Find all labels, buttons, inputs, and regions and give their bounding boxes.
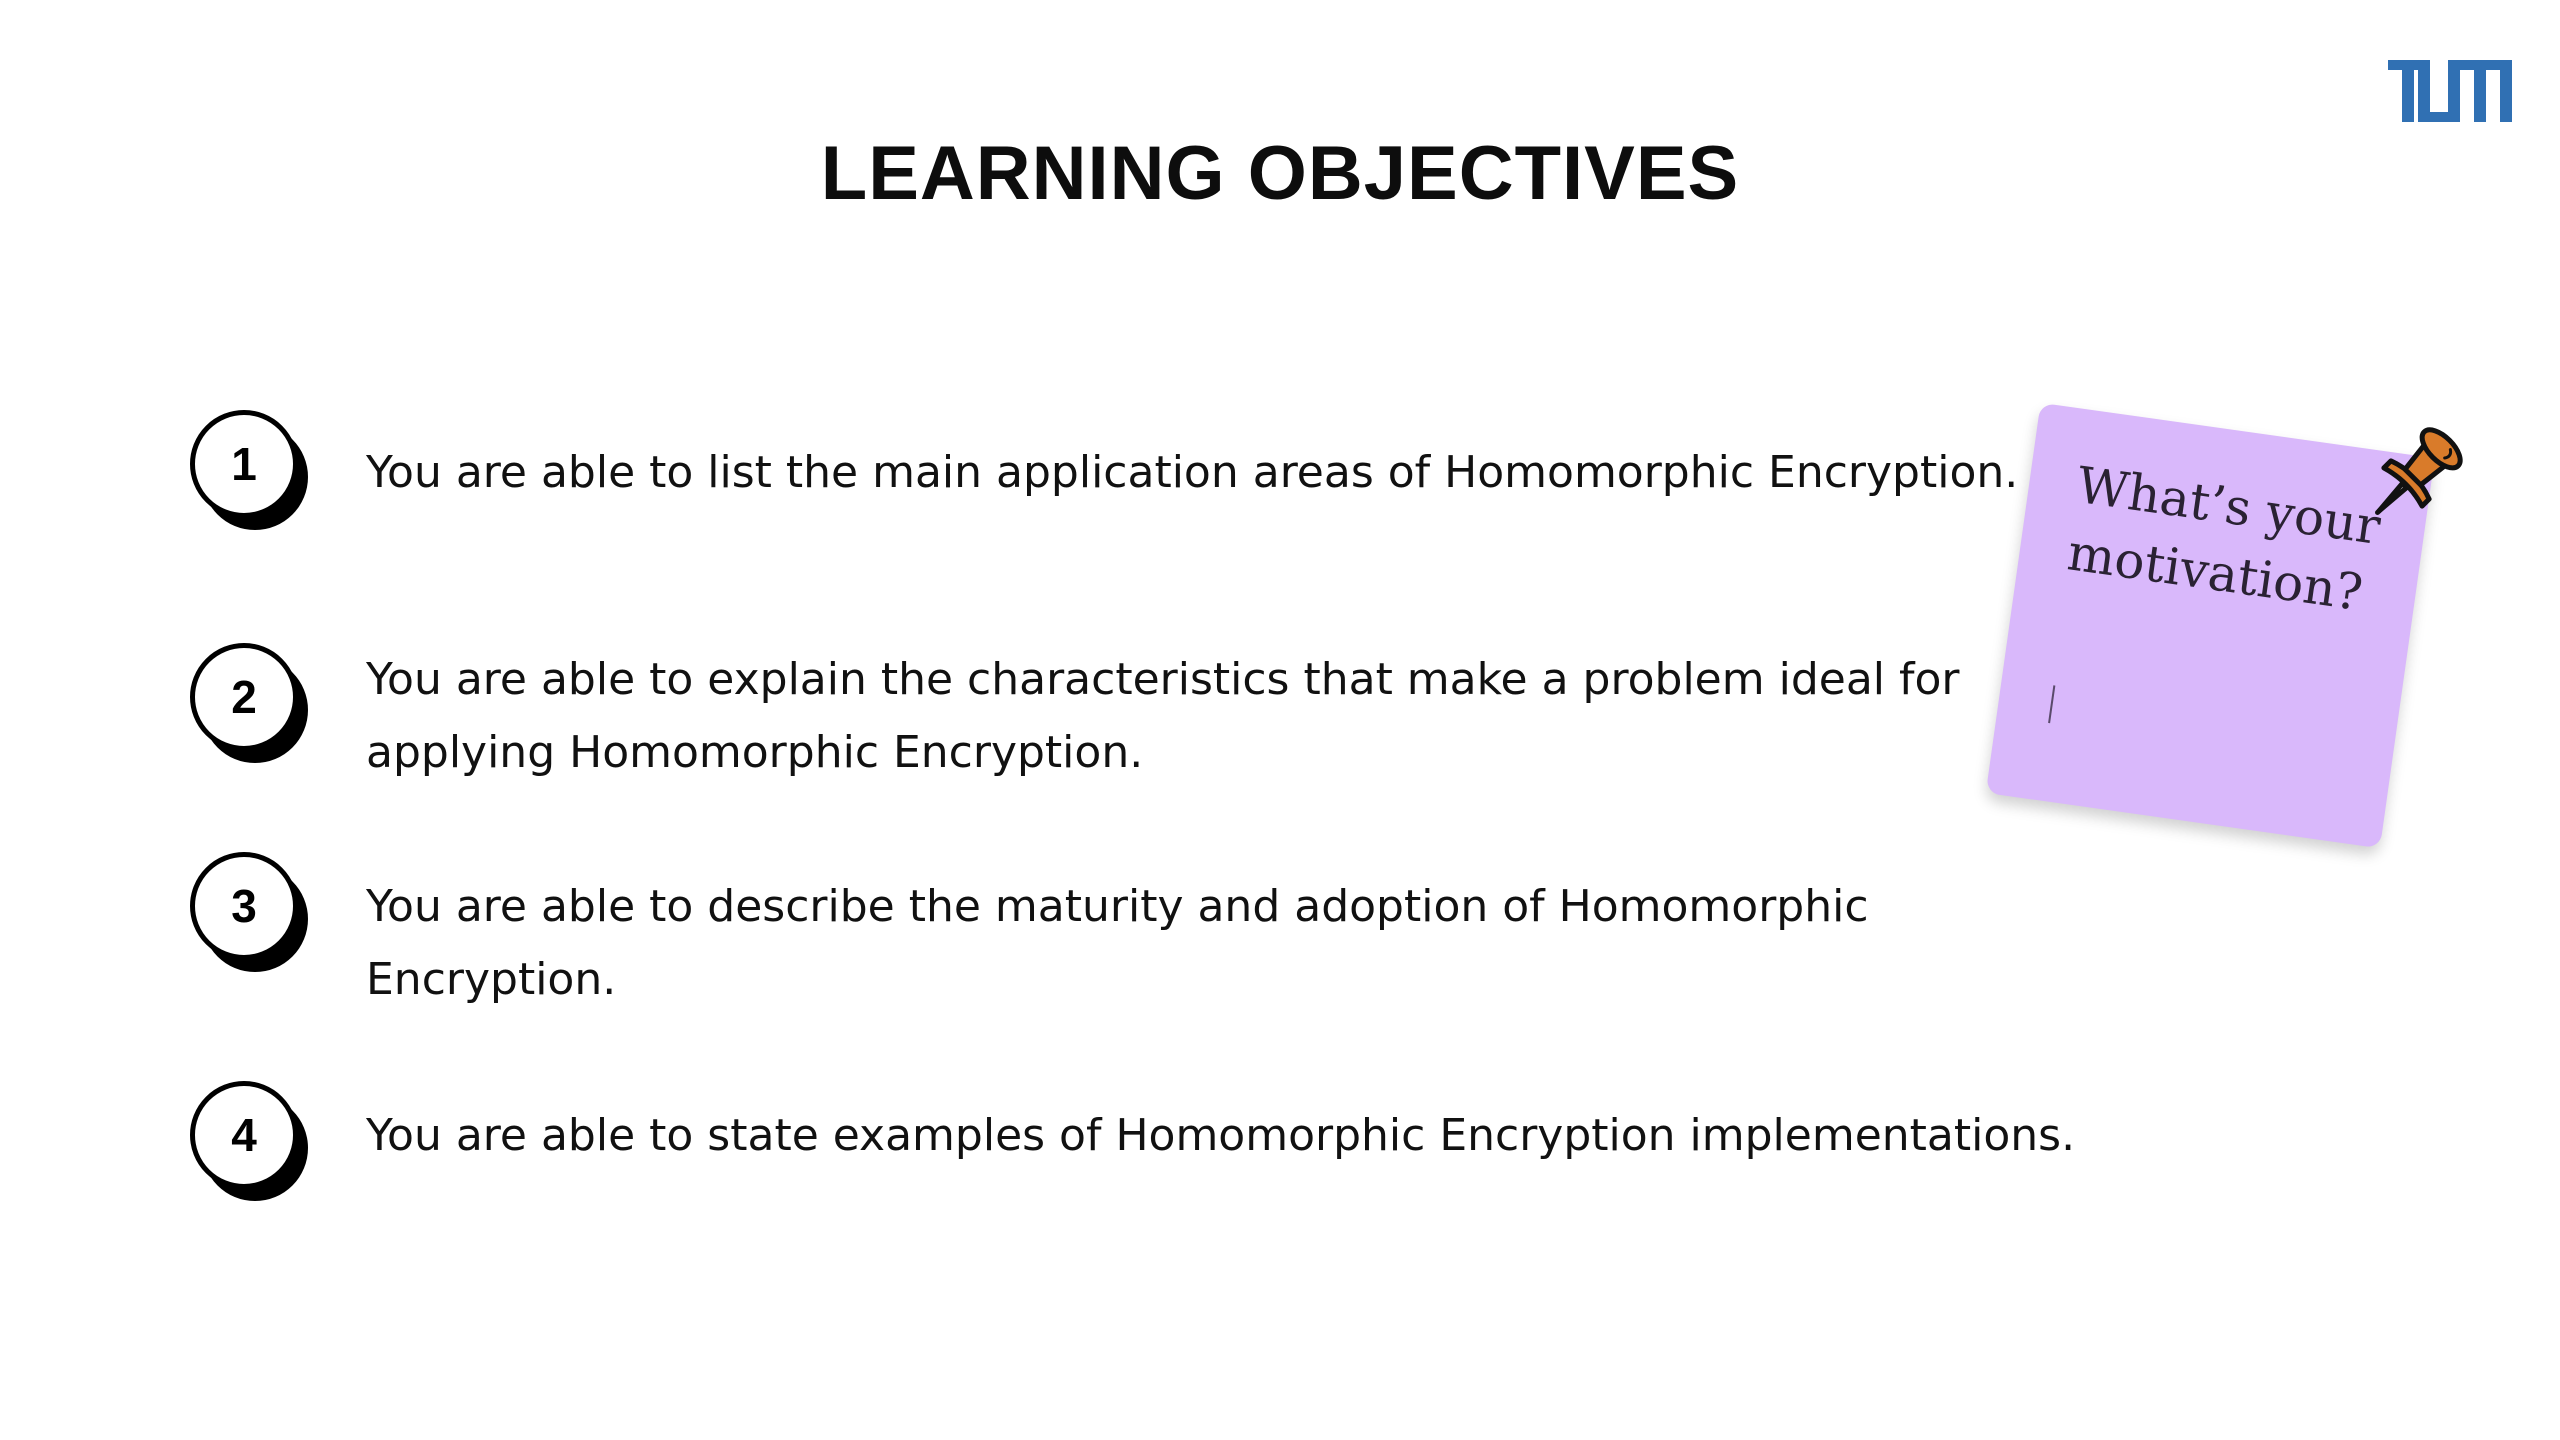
page-title: LEARNING OBJECTIVES xyxy=(820,131,1740,216)
number-badge xyxy=(190,643,310,773)
number-badge-label: 4 xyxy=(190,1081,298,1189)
number-badge xyxy=(190,410,310,540)
objective-item xyxy=(190,852,1930,1022)
number-badge xyxy=(190,1081,310,1211)
objective-text: You are able to describe the maturity and adoption of Homomorphic Encryption. xyxy=(366,881,1869,1005)
text-cursor xyxy=(2048,685,2055,723)
objective-text: You are able to state examples of Homomorphic Encryption implementations. xyxy=(366,1110,2076,1161)
number-badge-label: 3 xyxy=(190,852,298,960)
tum-logo-icon xyxy=(2388,60,2512,122)
objective-item xyxy=(190,643,1960,813)
objective-item xyxy=(190,1081,2076,1251)
number-badge-label: 2 xyxy=(190,643,298,751)
sticky-note-text[interactable]: What’s your motivation? xyxy=(2064,455,2384,623)
objective-text: You are able to list the main application areas of Homomorphic Encryption. xyxy=(366,447,2019,498)
objective-item xyxy=(190,410,2019,580)
number-badge-label: 1 xyxy=(190,410,298,518)
number-badge xyxy=(190,852,310,982)
objective-text: You are able to explain the characteristics that make a problem ideal for applying Homomorphic Encryption. xyxy=(366,654,1960,778)
pushpin-icon xyxy=(2360,420,2470,530)
